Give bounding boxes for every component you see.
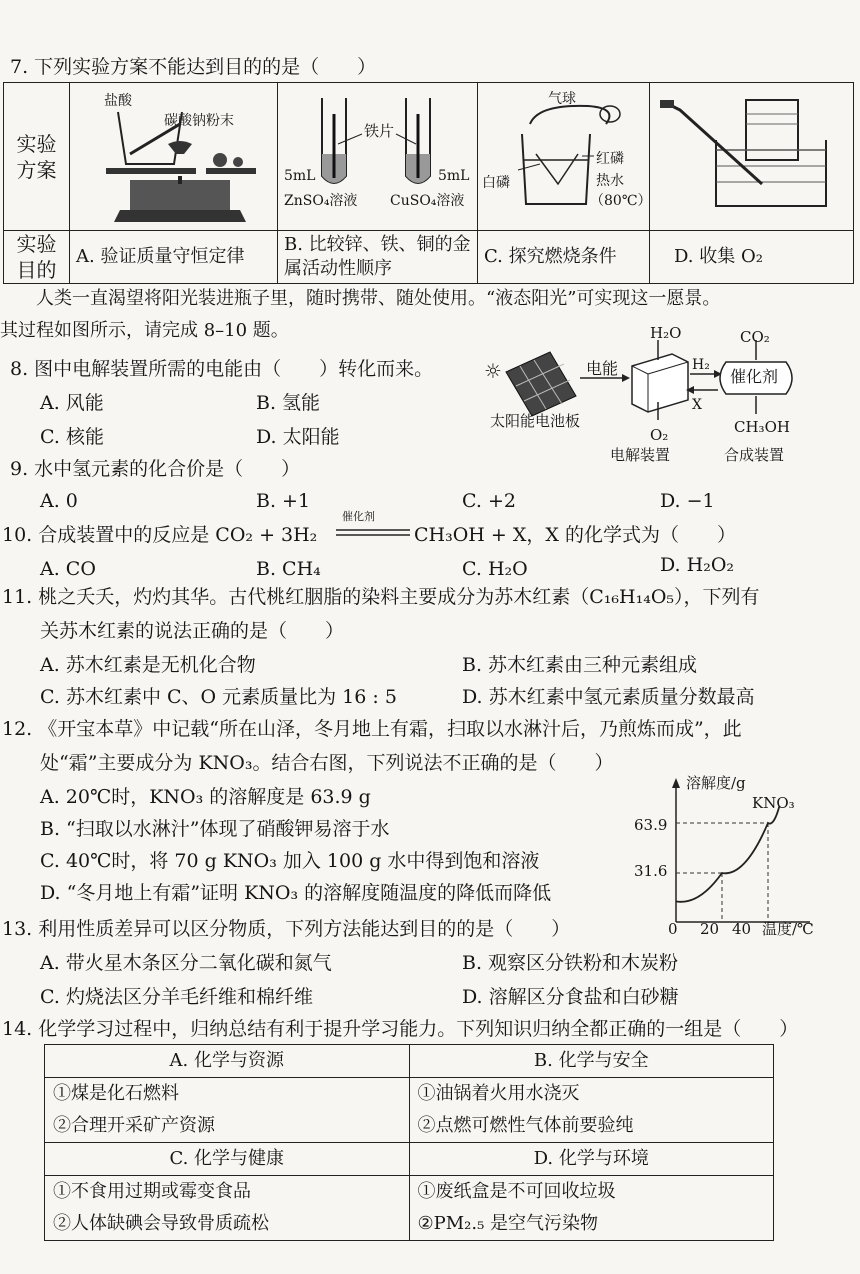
q12-option-b[interactable]: B. “扫取以水淋汁”体现了硝酸钾易溶于水	[40, 818, 390, 840]
q7-goal-b: B. 比较锌、铁、铜的金属活动性顺序	[278, 231, 478, 284]
q14-c-head[interactable]: C. 化学与健康	[45, 1143, 410, 1176]
q7-table	[3, 82, 854, 284]
diagram-elec-label: 电能	[586, 359, 619, 378]
q12-stem-1: 12. 《开宝本草》中记载“所在山泽，冬月地上有霜，扫取以水淋汁后，乃煎炼而成”，此	[2, 718, 742, 740]
q11-option-d[interactable]: D. 苏木红素中氢元素质量分数最高	[462, 686, 755, 708]
q12-option-c[interactable]: C. 40℃时，将 70 g KNO₃ 加入 100 g 水中得到饱和溶液	[40, 850, 540, 872]
y-axis-arrow	[672, 778, 680, 788]
q13-option-b[interactable]: B. 观察区分铁粉和木炭粉	[462, 952, 679, 974]
q13-option-a[interactable]: A. 带火星木条区分二氧化碳和氮气	[40, 952, 332, 974]
q7-fig-c	[478, 83, 650, 231]
chart-ytick-31-6: 31.6	[634, 862, 668, 880]
q12-option-d[interactable]: D. “冬月地上有霜”证明 KNO₃ 的溶解度随温度的降低而降低	[40, 882, 552, 904]
q14-stem: 14. 化学学习过程中，归纳总结有利于提升学习能力。下列知识归纳全都正确的一组是（ ）	[2, 1018, 799, 1040]
equals-sign-icon	[336, 528, 410, 538]
q7-row-label-plan: 实验方案	[4, 83, 70, 231]
q8-option-a[interactable]: A. 风能	[40, 392, 104, 414]
q7-fig-b	[278, 83, 478, 231]
intro-line-1: 人类一直渴望将阳光装进瓶子里，随时携带、随处使用。“液态阳光”可实现这一愿景。	[36, 288, 721, 309]
q14-b-body	[409, 1078, 774, 1143]
q12-option-a[interactable]: A. 20℃时，KNO₃ 的溶解度是 63.9 g	[40, 786, 371, 808]
q13-stem: 13. 利用性质差异可以区分物质，下列方法能达到目的的是（ ）	[2, 918, 571, 940]
q14-a-head[interactable]: A. 化学与资源	[45, 1045, 410, 1078]
q13-option-d[interactable]: D. 溶解区分食盐和白砂糖	[462, 986, 679, 1008]
q14-a-item-2: ②合理开采矿产资源	[53, 1115, 215, 1136]
q14-a-body	[45, 1078, 410, 1143]
q11-stem-1: 11. 桃之夭夭，灼灼其华。古代桃红胭脂的染料主要成分为苏木红素（C₁₆H₁₄O₅），下列有	[2, 586, 760, 608]
diagram-synthesis-label: 合成装置	[724, 446, 785, 464]
q13-option-c[interactable]: C. 灼烧法区分羊毛纤维和棉纤维	[40, 986, 313, 1008]
diagram-o2-label: O₂	[650, 426, 669, 444]
q7-fig-d	[650, 83, 854, 231]
q10-condition: 催化剂	[342, 510, 375, 523]
intro-line-2: 其过程如图所示，请完成 8–10 题。	[0, 320, 289, 341]
q9-option-d[interactable]: D. −1	[660, 490, 715, 512]
fig-c-white-p: 白磷	[482, 175, 510, 191]
q8-option-d[interactable]: D. 太阳能	[256, 426, 340, 448]
q14-d-body	[409, 1176, 774, 1241]
diagram-co2-label: CO₂	[740, 328, 770, 346]
q14-d-head[interactable]: D. 化学与环境	[409, 1143, 774, 1176]
q14-table	[44, 1044, 774, 1241]
svg-text:☼: ☼	[484, 359, 502, 383]
fig-c-hot-water: 热水	[596, 173, 624, 189]
q9-stem: 9. 水中氢元素的化合价是（ ）	[10, 458, 301, 480]
q11-option-a[interactable]: A. 苏木红素是无机化合物	[40, 654, 256, 676]
q7-goal-a: A. 验证质量守恒定律	[70, 231, 278, 284]
q10-option-b[interactable]: B. CH₄	[256, 558, 321, 580]
q8-option-c[interactable]: C. 核能	[40, 426, 104, 448]
fig-a-label-acid: 盐酸	[104, 93, 132, 109]
fig-c-temp: （80℃）	[590, 193, 652, 209]
diagram-x-label: X	[692, 397, 702, 413]
diagram-ch3oh-label: CH₃OH	[734, 418, 790, 436]
q7-goal-c: C. 探究燃烧条件	[478, 231, 650, 284]
q8-stem: 8. 图中电解装置所需的电能由（ ）转化而来。	[10, 358, 434, 380]
q10-option-c[interactable]: C. H₂O	[462, 558, 528, 580]
q11-stem-2: 关苏木红素的说法正确的是（ ）	[40, 620, 345, 642]
fig-b-right-sol: CuSO₄溶液	[390, 193, 465, 209]
diagram-h2o-label: H₂O	[650, 324, 682, 342]
test-tubes-icon	[278, 84, 478, 229]
q14-a-item-1: ①煤是化石燃料	[53, 1083, 179, 1104]
q9-option-b[interactable]: B. +1	[256, 490, 311, 512]
chart-xtick-0: 0	[668, 920, 678, 938]
q14-b-head[interactable]: B. 化学与安全	[409, 1045, 774, 1078]
q14-c-body	[45, 1176, 410, 1241]
q7-stem: 7. 下列实验方案不能达到目的的是（ ）	[10, 56, 377, 78]
kno3-curve	[676, 806, 780, 902]
beaker-icon	[478, 84, 650, 229]
q14-d-item-2: ②PM₂.₅ 是空气污染物	[417, 1213, 599, 1234]
q7-row-label-goal: 实验目的	[4, 231, 70, 284]
chart-xtick-20: 20	[700, 920, 720, 938]
q8-option-b[interactable]: B. 氢能	[256, 392, 321, 414]
q14-b-item-2: ②点燃可燃性气体前要验纯	[417, 1115, 634, 1136]
fig-c-balloon: 气球	[548, 91, 576, 107]
balance-icon	[70, 84, 276, 229]
q14-d-item-1: ①废纸盒是不可回收垃圾	[417, 1181, 616, 1202]
fig-b-left-vol: 5mL	[284, 168, 316, 184]
gas-collect-icon	[650, 84, 854, 229]
chart-ylabel: 溶解度/g	[686, 774, 746, 792]
q14-b-item-1: ①油锅着火用水浇灭	[417, 1083, 580, 1104]
diagram-electrolysis-label: 电解装置	[610, 446, 671, 464]
q14-c-item-1: ①不食用过期或霉变食品	[53, 1181, 251, 1202]
fig-b-left-sol: ZnSO₄溶液	[284, 193, 358, 209]
diagram-h2-label: H₂	[692, 357, 710, 373]
q9-option-c[interactable]: C. +2	[462, 490, 516, 512]
q11-option-b[interactable]: B. 苏木红素由三种元素组成	[462, 654, 698, 676]
q9-option-a[interactable]: A. 0	[40, 490, 78, 512]
q7-fig-a	[70, 83, 278, 231]
diagram-catalyst-label: 催化剂	[730, 367, 779, 386]
fig-a-label-powder: 碳酸钠粉末	[164, 113, 234, 129]
q12-stem-2: 处“霜”主要成分为 KNO₃。结合右图，下列说法不正确的是（ ）	[40, 752, 614, 774]
diagram-solar-label: 太阳能电池板	[490, 412, 581, 430]
q10-stem-post: CH₃OH + X，X 的化学式为（ ）	[414, 524, 736, 546]
chart-ytick-63-9: 63.9	[634, 816, 668, 834]
chart-xtick-40: 40	[732, 920, 752, 938]
q10-option-a[interactable]: A. CO	[40, 558, 96, 580]
chart-xlabel: 温度/℃	[762, 920, 814, 938]
fig-b-label-iron: 铁片	[364, 122, 395, 140]
fig-b-right-vol: 5mL	[438, 168, 470, 184]
fig-c-red-p: 红磷	[596, 151, 624, 167]
chart-series-label: KNO₃	[752, 794, 795, 812]
q11-option-c[interactable]: C. 苏木红素中 C、O 元素质量比为 16 : 5	[40, 686, 397, 708]
q14-c-item-2: ②人体缺碘会导致骨质疏松	[53, 1213, 269, 1234]
q10-stem-pre: 10. 合成装置中的反应是 CO₂ + 3H₂	[2, 524, 318, 546]
q7-goal-d: D. 收集 O₂	[650, 231, 854, 284]
q10-option-d[interactable]: D. H₂O₂	[660, 554, 735, 576]
